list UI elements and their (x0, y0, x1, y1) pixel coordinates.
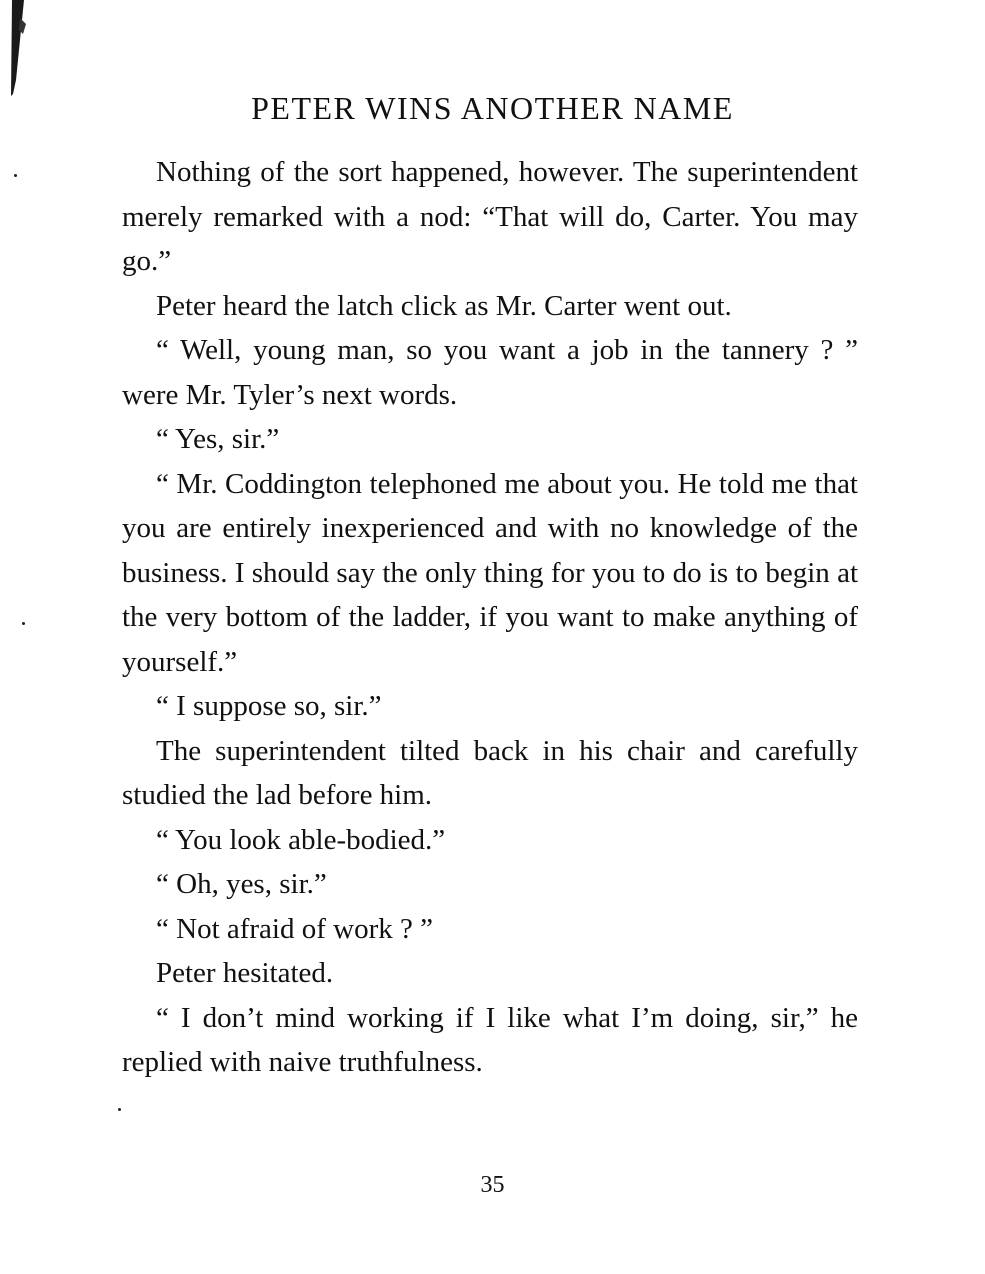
paragraph: “ Yes, sir.” (156, 423, 280, 455)
page-number: 35 (480, 1172, 505, 1198)
paragraph: “ Well, young man, so you want a job in the tannery ? ” were Mr. Tyler’s next words. (122, 334, 858, 411)
paragraph: “ Mr. Coddington telephoned me about you. He told me that you are entirely inexperienced and with no knowledge of the business. I should say the only thing for you to do is to begin at the very bottom of the ladder, if you want to make anything of yourself.” (122, 467, 858, 678)
paragraph: Nothing of the sort happened, however. The superintendent merely remarked with a nod: “That will do, Carter. You may go.” (122, 156, 858, 277)
paragraph: Peter heard the latch click as Mr. Carter went out. (156, 289, 732, 322)
scan-speck (118, 1108, 121, 1111)
paragraph: “ Not afraid of work ? ” (156, 912, 433, 945)
paragraph: Peter hesitated. (156, 957, 334, 989)
scan-speck (22, 622, 25, 625)
paragraph: “ Oh, yes, sir.” (156, 868, 327, 900)
paragraph: “ I don’t mind working if I like what I’m doing, sir,” he replied with naive truthfulness. (122, 1001, 858, 1078)
scan-speck (14, 174, 17, 177)
paragraph: “ I suppose so, sir.” (156, 690, 382, 722)
body-text (122, 150, 858, 1085)
running-head: PETER WINS ANOTHER NAME (251, 90, 734, 126)
paragraph: The superintendent tilted back in his chair and carefully studied the lad before him. (122, 734, 858, 811)
scan-edge-smudge (10, 0, 40, 96)
paragraph: “ You look able-bodied.” (156, 823, 446, 856)
